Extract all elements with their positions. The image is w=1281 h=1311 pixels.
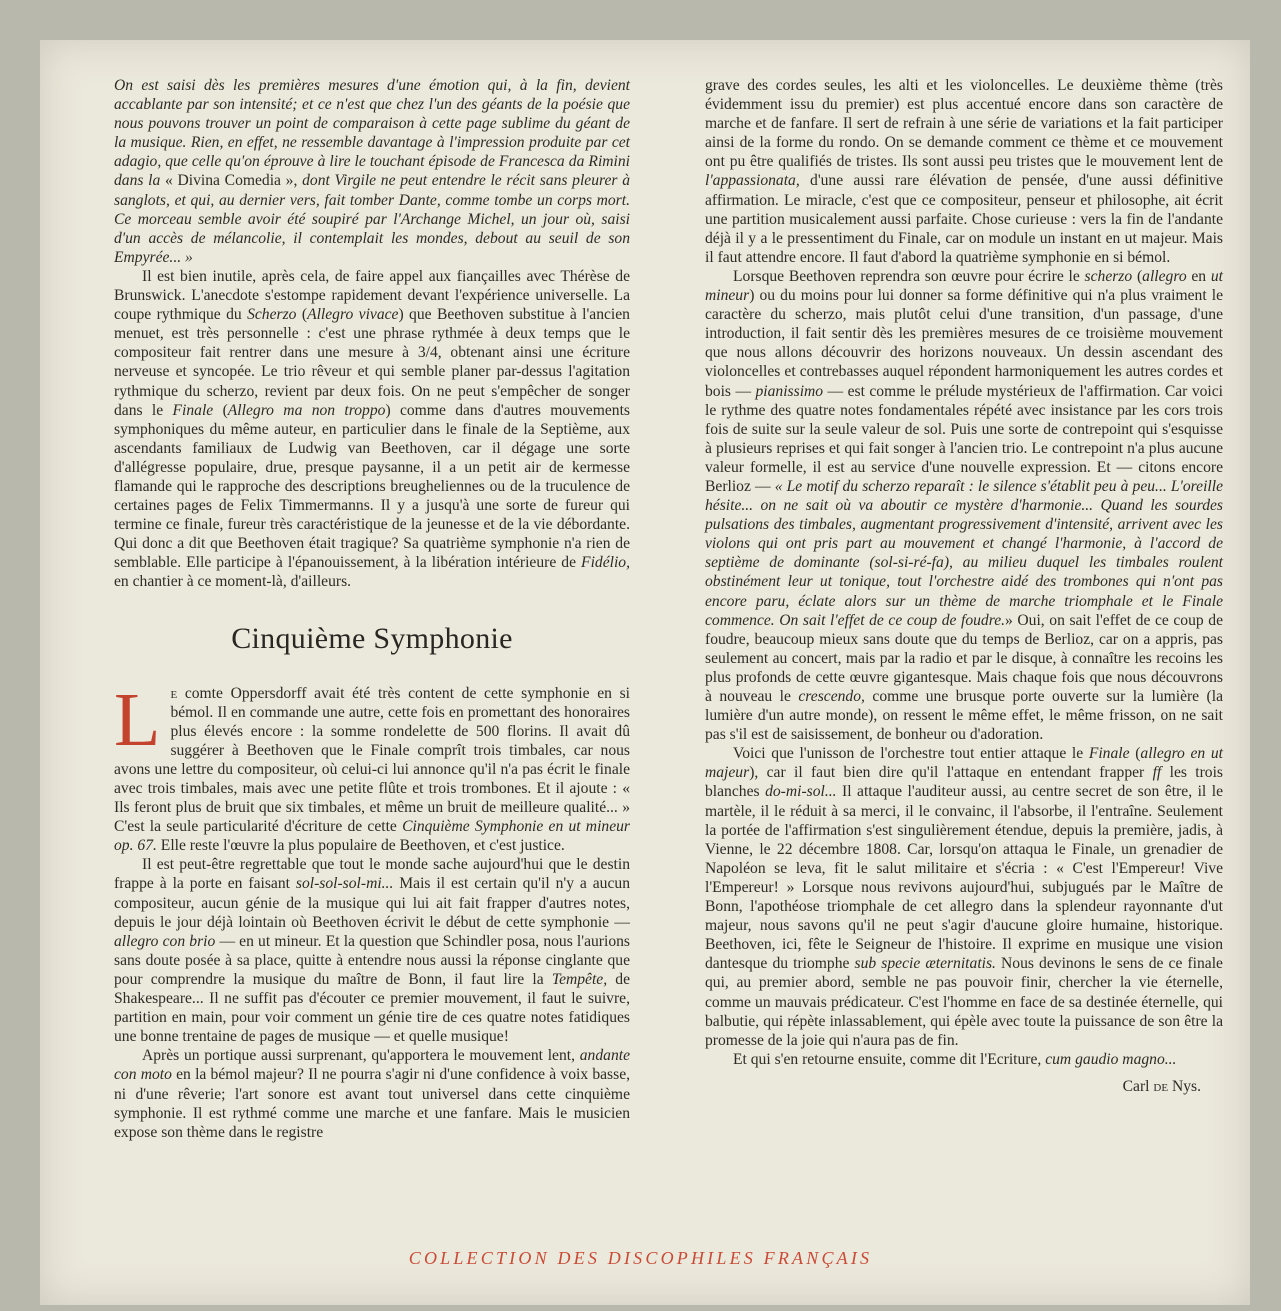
paragraph-berlioz-quote: On est saisi dès les premières mesures d'une émotion qui, à la fin, devient accablante par son intensité; et ce n'est que chez l'un des géants de la poésie que nous pouvons trouver un point de comparaison à cette page sublime du géant de la musique. Rien, en effet, ne ressemble davantage à l'impression produite par cet adagio, que celle qu'on éprouve à lire le touchant épisode de Francesca da Rimini dans la « Divina Comedia », dont Virgile ne peut entendre le récit sans pleurer à sanglots, et qui, au dernier vers, fait tomber Dante, comme tombe un corps mort. Ce morceau semble avoir été soupiré par l'Archange Michel, un jour où, saisi d'un accès de mélancolie, il contemplait les mondes, debout au seuil de son Empyrée... » bbox=[114, 77, 630, 266]
paragraph-closing: Et qui s'en retourne ensuite, comme dit l'Ecriture, cum gaudio magno... bbox=[733, 1050, 1177, 1068]
paragraph-scherzo: Lorsque Beethoven reprendra son œuvre pour écrire le scherzo (allegro en ut mineur) ou du moins pour lui donner sa forme définitive qui n'a plus vraiment le caractère du scherzo, mais plutôt celui d'une transition, d'un passage, d'une introduction, il fait sentir dès les premières mesures de ce troisième mouvement que nous allons découvrir des horizons nouveaux. Un dessin ascendant des violoncelles et contrebasses auquel répondent harmoniquement les autres cordes et bois — pianissimo — est comme le prélude mystérieux de l'affirmation. Car voici le rythme des quatre notes fondamentales répété avec insistance par les cors trois fois de suite sur la seule valeur de sol. Puis une sorte de contrepoint qui s'esquisse à plusieurs reprises et qui fait songer à l'ancien trio. Le contrepoint n'a plus aucune valeur formelle, il est au service d'une nouvelle expression. Et — citons encore Berlioz — « Le motif du scherzo reparaît : le silence s'établit peu à peu... L'oreille hésite... on ne sait où va aboutir ce mystère d'harmonie... Quand les sourdes pulsations des timbales, augmentant progressivement d'intensité, arrivent avec les violons qui ont pris part au mouvement et changé l'harmonie, à l'accord de septième de dominante (sol-si-ré-fa), au milieu duquel les timbales roulent obstinément leur ut tonique, tout l'orchestre aidé des trombones qui n'ont pas encore paru, éclate alors sur un thème de marche triomphale et le Finale commence. On sait l'effet de ce coup de foudre.» Oui, on sait l'effet de ce coup de foudre, beaucoup mieux sans doute que du temps de Berlioz, car on a appris, pas seulement au concert, mais par la radio et par le disque, à connaître les recoins les plus profonds de cette œuvre gigantesque. Mais chaque fois que nous découvrons à nouveau le crescendo, comme une brusque porte ouverte sur la lumière (la lumière d'un autre monde), on ressent le même effet, le même frisson, on ne sait pas s'il est de saisissement, de bonheur ou d'adoration. bbox=[705, 267, 1224, 744]
section-heading: Cinquième Symphonie bbox=[231, 621, 513, 655]
paragraph-fourth-symphony: Il est bien inutile, après cela, de faire appel aux fiançailles avec Thérèse de Brunswick. L'anecdote s'estompe rapidement devant l'expérience universelle. La coupe rythmique du Scherzo (Allegro vivace) que Beethoven substitue à l'ancien menuet, est très personnelle : c'est une phrase rythmée à deux temps que le compositeur fait rentrer dans une mesure à 3/4, obtenant ainsi une écriture nerveuse et syncopée. Le trio rêveur et qui semble planer par-dessus l'agitation rythmique du scherzo, revient par deux fois. On ne peut s'empêcher de songer dans le Finale (Allegro ma non troppo) comme dans d'autres mouvements symphoniques du même auteur, en particulier dans le finale de la Septième, aux ascendants familiaux de Ludwig van Beethoven, car il dégage une sorte d'allégresse populaire, drue, presque paysanne, il a un petit air de kermesse flamande qui le rapproche des descriptions breugheliennes ou de la truculence de certaines pages de Felix Timmermanns. Il y a jusqu'à une sorte de fureur qui termine ce finale, fureur très caractéristique de la jeunesse et de la vie débordante. Qui donc a dit que Beethoven était tragique? Sa quatrième symphonie n'a rien de semblable. Elle participe à l'épanouissement, à la libération intérieure de Fidélio, en chantier à ce moment-là, d'ailleurs. bbox=[114, 267, 630, 591]
paragraph-finale: Voici que l'unisson de l'orchestre tout entier attaque le Finale (allegro en ut majeur), car il faut bien dire qu'il l'attaque en entendant frapper ff les trois blanches do-mi-sol... Il attaque l'auditeur aussi, au centre secret de son être, il le martèle, il le réduit à sa merci, il le convainc, il l'absorbe, il l'entraîne. Seulement la portée de l'affirmation s'est singulièrement étendue, depuis la première, jadis, à Vienne, le 22 décembre 1808. Car, lorsqu'on attaqua le Finale, un grenadier de Napoléon se leva, fit le salut militaire et s'écria : « C'est l'Empereur! Vive l'Empereur! » Lorsque nous revivons aujourd'hui, subjugués par le Maître de Bonn, l'apothéose triomphale de cet allegro dans la splendeur rayonnante d'ut majeur, nous savons qu'il ne peut s'agir d'aucune gloire humaine, historique. Beethoven, ici, fête le Seigneur de l'histoire. Il exprime en musique une vision dantesque du triomphe sub specie æternitatis. Nous devinons le sens de ce finale qui, au premier abord, semble ne pas pouvoir finir, chercher la vie éternelle, comme un mauvais prédicateur. C'est l'homme en face de sa destinée éternelle, qui balbutie, qui répète inlassablement, qui épèle avec toute la puissance de son être la promesse de la joie qui n'aura pas de fin. bbox=[705, 745, 1223, 1049]
paragraph-destiny: Il est peut-être regrettable que tout le monde sache aujourd'hui que le destin frappe à la porte en faisant sol-sol-sol-mi... Mais il est certain qu'il n'y a aucun compositeur, aucun génie de la musique qui lui ait fait frapper d'autres notes, depuis le jour déjà lointain où Beethoven écrivit le début de cette symphonie — allegro con brio — en ut mineur. Et la question que Schindler posa, nous l'aurions sans doute posée à sa place, quitte à entendre nous aussi la réponse cinglante que pour comprendre la musique du maître de Bonn, il faut lire la Tempête, de Shakespeare... Il ne suffit pas d'écouter ce premier mouvement, il faut le suivre, partition en main, pour voir comment un génie tire de ces quatre notes fatidiques une bonne trentaine de pages de musique — et quelle musique! bbox=[114, 856, 631, 1046]
left-column bbox=[114, 76, 630, 1142]
divina-comedia-title: « Divina Comedia », bbox=[165, 172, 298, 190]
author-signature: Carl de Nys. bbox=[1122, 1077, 1201, 1095]
paragraph-fifth-intro: Le comte Oppersdorff avait été très content de cette symphonie en si bémol. Il en commande une autre, cette fois en promettant des honoraires plus élevés encore : la somme rondelette de 500 florins. Il avait dû suggérer à Beethoven que le Finale comprît trois timbales, car nous avons une lettre du compositeur, où celui-ci lui annonce qu'il n'a pas écrit le finale avec trois timbales, mais avec une petite flûte et trois trombones. Et il ajoute : « Ils feront plus de bruit que six timbales, et même un bruit de meilleure qualité... » C'est la seule particularité d'écriture de cette Cinquième Symphonie en ut mineur op. 67. Elle reste l'œuvre la plus populaire de Beethoven, et c'est justice. bbox=[114, 677, 630, 855]
collection-footer: COLLECTION DES DISCOPHILES FRANÇAIS bbox=[408, 1248, 873, 1268]
paragraph-andante: Après un portique aussi surprenant, qu'apportera le mouvement lent, andante con moto en la bémol majeur? Il ne pourra s'agir ni d'une confidence à voix basse, ni d'une rêverie; l'art sonore est avant tout universel dans cette cinquième symphonie. Il est rythmé comme une marche et une fanfare. Mais le musicien expose son thème dans le registre bbox=[114, 1047, 631, 1141]
paragraph-andante-continued: grave des cordes seules, les alti et les violoncelles. Le deuxième thème (très évidemment issu du premier) est plus accentué encore dans son caractère de marche et de fanfare. Il sert de refrain à une série de variations et la fait participer ainsi de la forme du rondo. On se demande comment ce thème et ce mouvement ont pu être qualifiés de tristes. Ils sont aussi peu tristes que le mouvement lent de l'appassionata, d'une aussi rare élévation de pensée, d'une aussi définitive affirmation. Le miracle, c'est que ce compositeur, penseur et philosophe, ait écrit une partition musicalement aussi parfaite. Chose curieuse : vers la fin de l'andante déjà il y a le pressentiment du Finale, car on module un instant en ut majeur. Mais il faut attendre encore. Il faut d'abord la quatrième symphonie en si bémol. bbox=[705, 77, 1224, 266]
drop-cap: L bbox=[114, 677, 161, 762]
right-column bbox=[705, 76, 1223, 1096]
